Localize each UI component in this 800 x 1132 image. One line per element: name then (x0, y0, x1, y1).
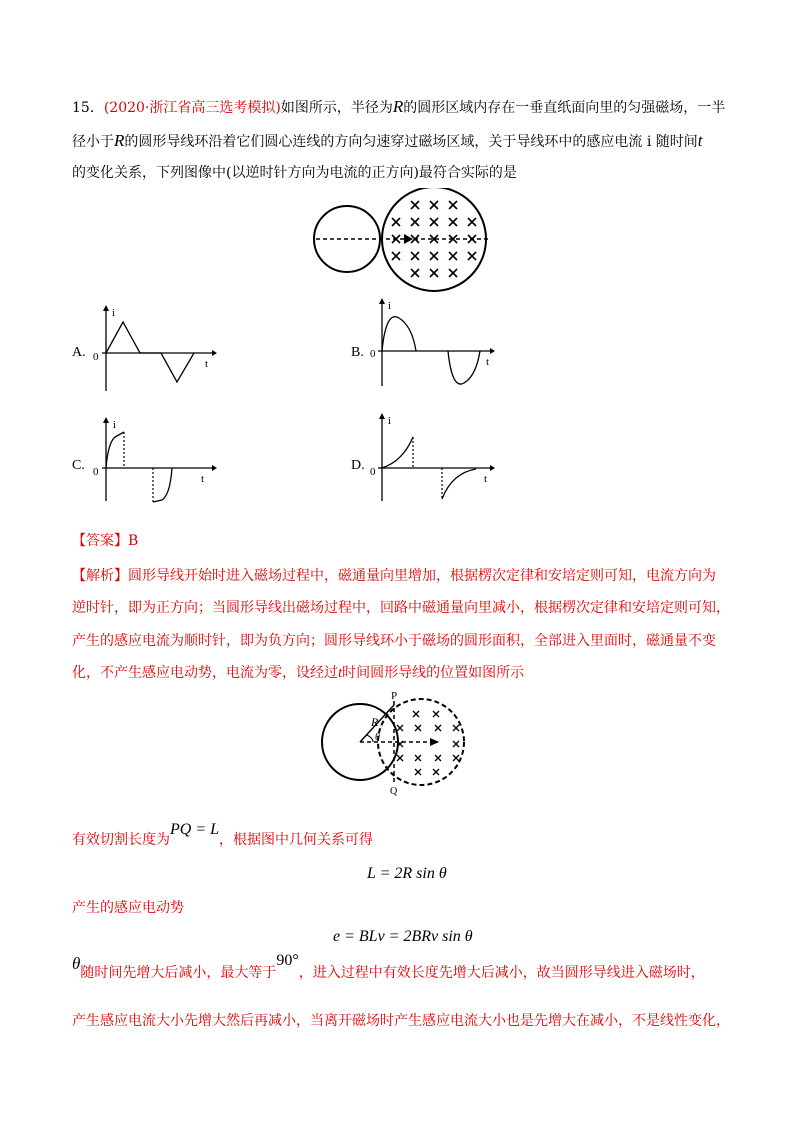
option-d-axis-i: i (388, 415, 392, 427)
option-d-axis-t: t (484, 473, 488, 485)
option-a-origin: 0 (93, 351, 99, 363)
main-figure (312, 188, 492, 298)
option-b-graph[interactable] (368, 298, 498, 390)
analysis-line-last (72, 1011, 730, 1031)
effective-length-line (72, 821, 374, 850)
question-text: 径小于 (72, 134, 114, 150)
analysis-text: 逆时针，即为正方向；当圆形导线出磁场过程中，回路中磁通量向里减小，根据楞次定律和安培定则可知， (72, 600, 730, 616)
option-b-axis-t: t (486, 356, 490, 368)
option-a-axis-t: t (205, 358, 209, 370)
analysis-field-crosses (397, 711, 459, 775)
answer-label: 【答案】 (72, 533, 128, 549)
var-theta: θ (72, 954, 81, 973)
var-r: R (392, 97, 404, 116)
label-q: Q (390, 786, 398, 797)
value-90-deg: 90° (276, 952, 299, 969)
label-r: R (371, 715, 379, 729)
question-line-1 (72, 97, 725, 118)
question-line-2 (72, 131, 703, 152)
analysis-line-1 (72, 566, 716, 586)
analysis-label: 【解析】 (72, 568, 128, 584)
question-line-3 (72, 163, 517, 183)
analysis-text: 化，不产生感应电动势，电流为零，设经过 (72, 665, 338, 681)
emf-label: 产生的感应电动势 (72, 900, 184, 916)
option-c-origin: 0 (93, 466, 99, 478)
analysis-text: 产生感应电流大小先增大然后再减小，当离开磁场时产生感应电流大小也是先增大在减小，不是线性变化， (72, 1013, 730, 1029)
option-b-label[interactable]: B. (351, 345, 364, 360)
analysis-text: 随时间先增大后减小，最大等于 (80, 965, 277, 981)
analysis-line-theta (72, 952, 705, 983)
analysis-text: ，进入过程中有效长度先增大后减小，故当圆形导线进入磁场时， (298, 965, 705, 981)
var-t: t (697, 131, 703, 150)
question-text: 的圆形导线环沿着它们圆心连线的方向匀速穿过磁场区域，关于导线环中的感应电流 i 随时间 (124, 134, 698, 150)
option-a-label[interactable]: A. (72, 345, 86, 360)
option-c-label[interactable]: C. (72, 458, 85, 473)
option-a-axis-i: i (112, 307, 116, 319)
analysis-figure (318, 688, 488, 798)
analysis-line-2 (72, 598, 730, 618)
option-d-graph[interactable] (368, 413, 498, 505)
question-text: 的变化关系，下列图像中(以逆时针方向为电流的正方向)最符合实际的是 (72, 165, 517, 181)
analysis-line-4 (72, 663, 524, 683)
answer-value: B (128, 533, 139, 549)
analysis-line-3 (72, 631, 716, 651)
option-a-graph[interactable] (90, 303, 220, 393)
question-source: (2020·浙江省高三选考模拟) (103, 100, 281, 116)
analysis-text: 圆形导线开始时进入磁场过程中，磁通量向里增加，根据楞次定律和安培定则可知，电流方向为 (128, 568, 716, 584)
analysis-text: ，根据图中几何关系可得 (219, 832, 374, 848)
analysis-text: 时间圆形导线的位置如图所示 (342, 665, 525, 681)
label-theta: θ (375, 732, 380, 743)
answer-line (72, 531, 138, 551)
option-c-axis-i: i (113, 419, 117, 431)
var-r: R (114, 131, 125, 150)
formula-pq: PQ = L (170, 821, 220, 838)
formula-emf: e = BLv = 2BRv sin θ (333, 928, 473, 945)
analysis-text: 产生的感应电流为顺时针，即为负方向；圆形导线环小于磁场的圆形面积，全部进入里面时，磁通量不变 (72, 633, 716, 649)
option-b-axis-i: i (388, 300, 392, 312)
analysis-text: 有效切割长度为 (72, 832, 170, 848)
formula-l: L = 2R sin θ (367, 865, 447, 882)
var-t: t (338, 665, 343, 681)
question-text: 的圆形区域内存在一垂直纸面向里的匀强磁场，一半 (403, 100, 726, 116)
label-p: P (391, 690, 398, 702)
option-c-axis-t: t (201, 473, 205, 485)
option-c-graph[interactable] (90, 415, 220, 507)
option-d-label[interactable]: D. (351, 458, 365, 473)
option-d-origin: 0 (370, 466, 376, 478)
question-text: 如图所示，半径为 (280, 100, 393, 116)
option-b-origin: 0 (370, 348, 376, 360)
question-number: 15． (72, 100, 104, 116)
